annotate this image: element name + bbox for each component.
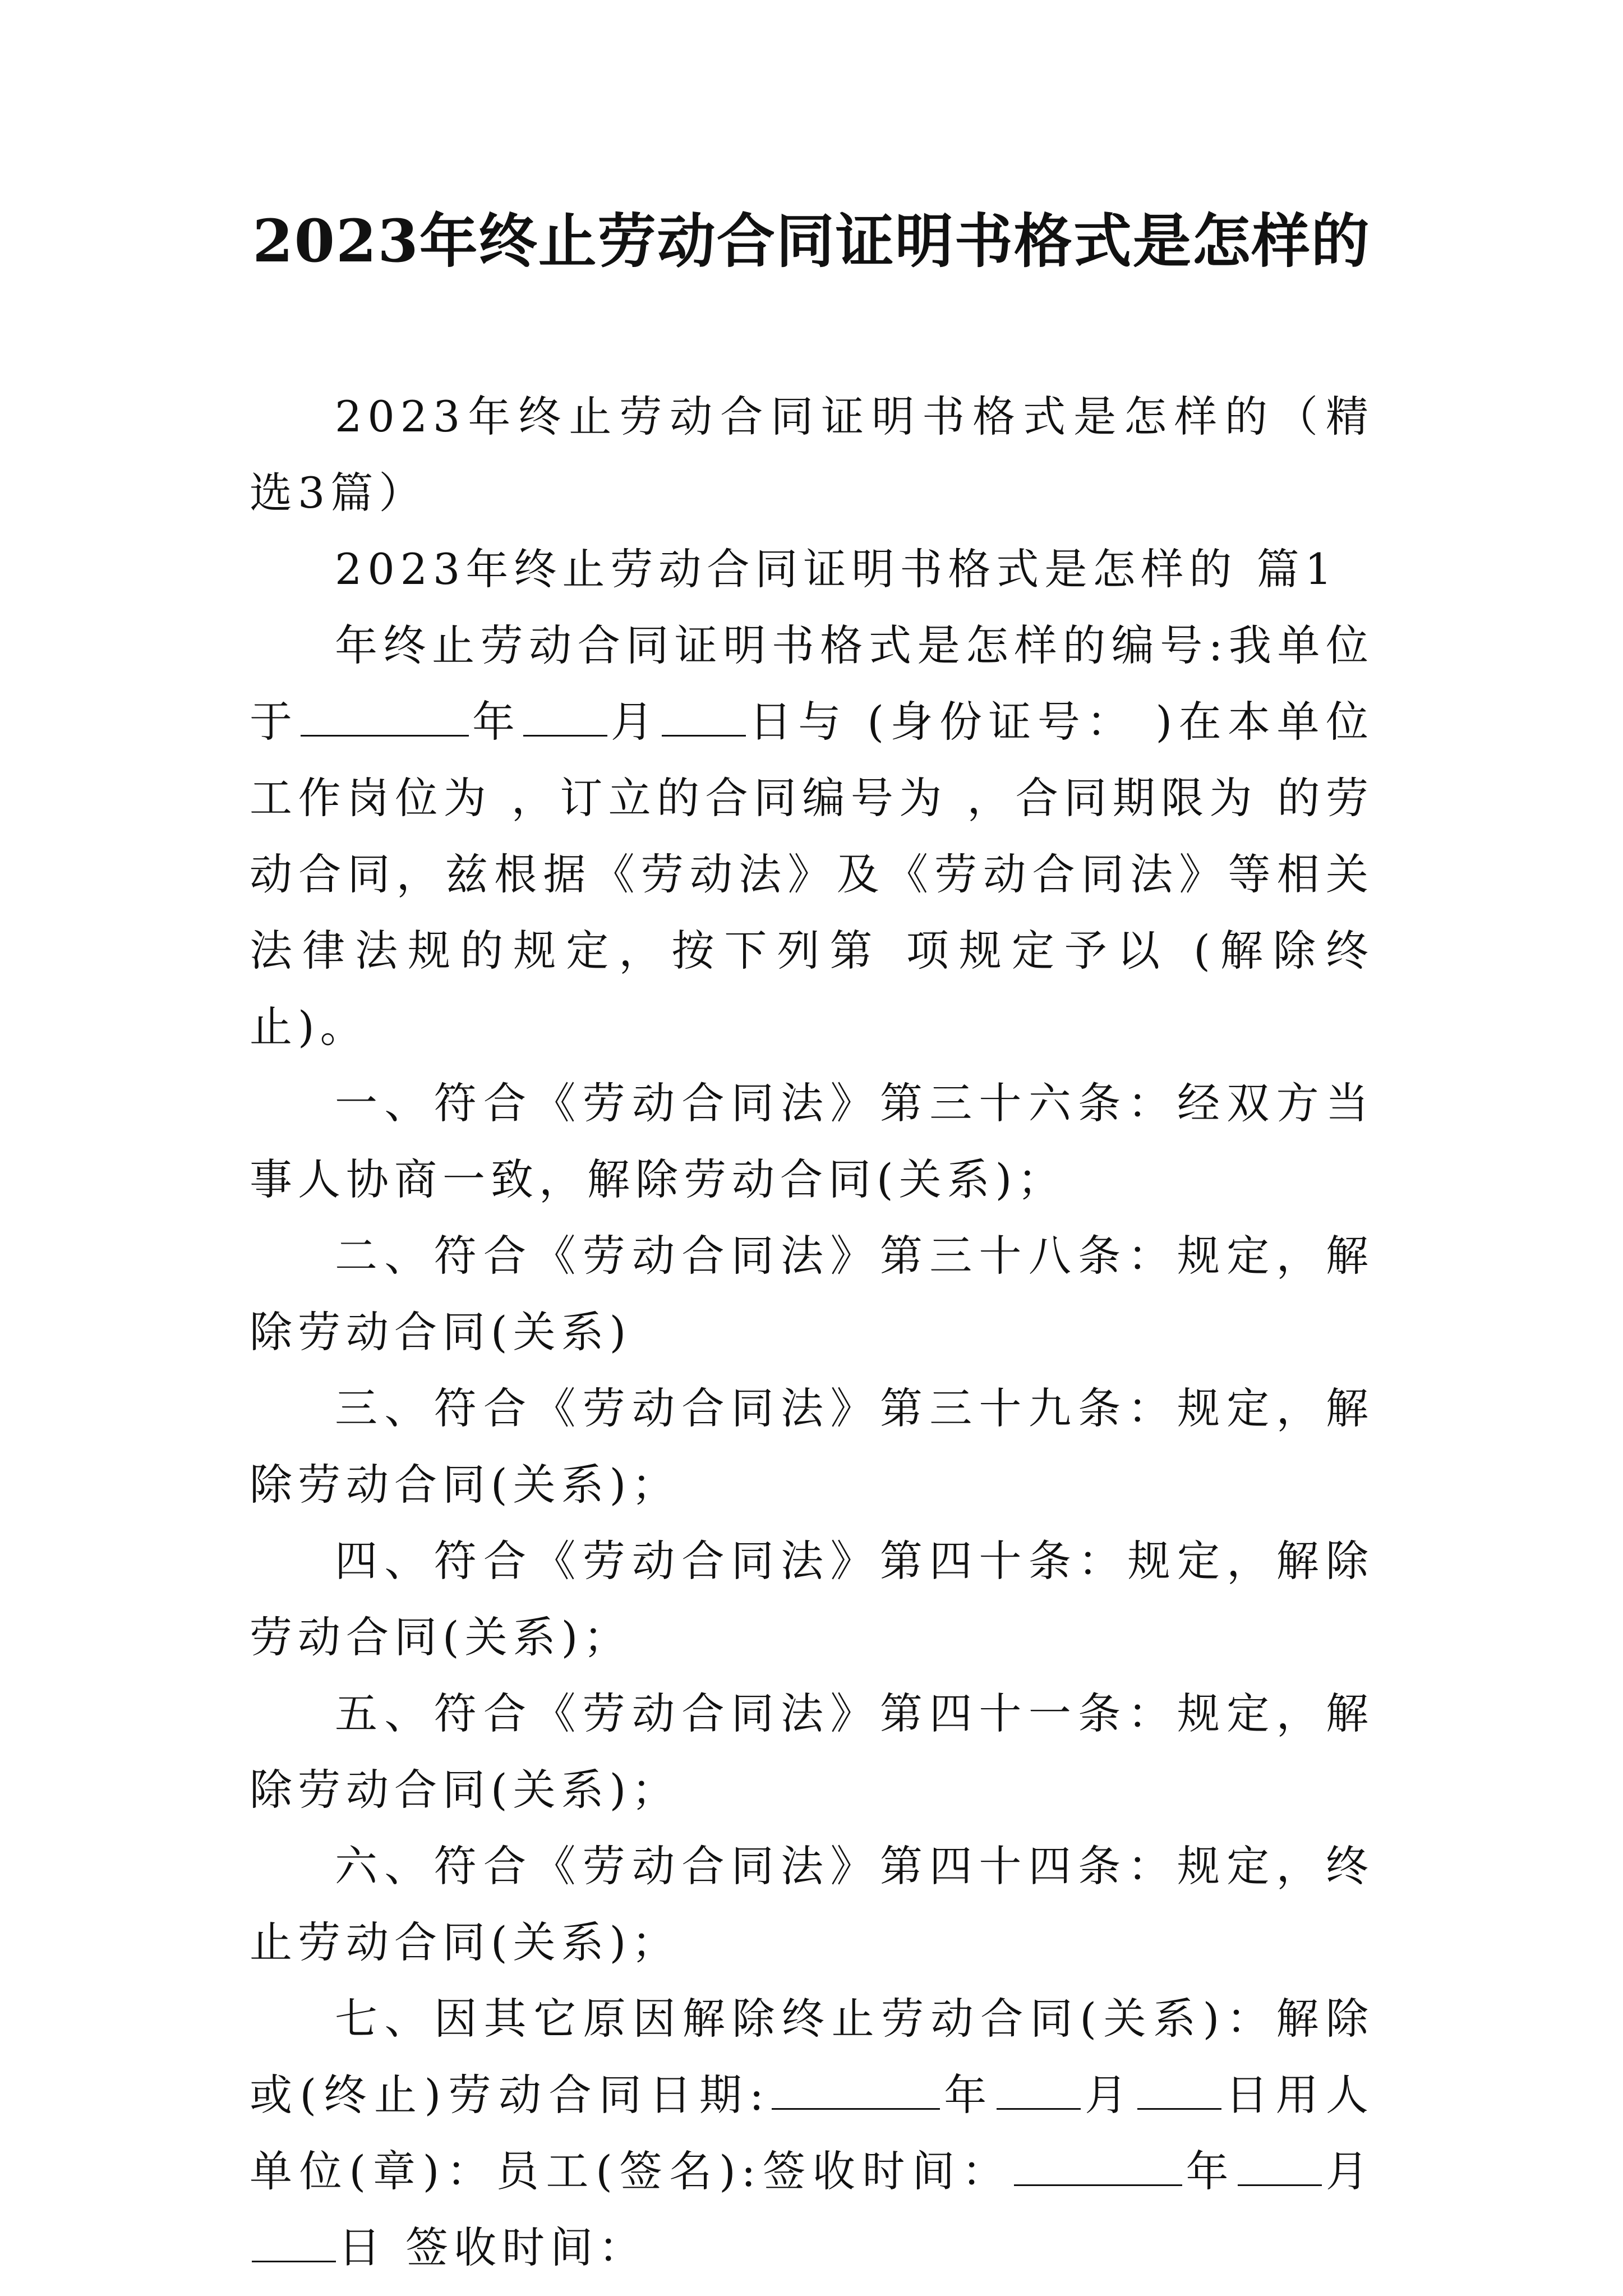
list-item: 四、符合《劳动合同法》第四十条：规定，解除劳动合同(关系)； (250, 1536, 1374, 1662)
intro-text-part1: 年终止劳动合同证明书格式是怎样的编号:我单位于 (250, 620, 1374, 747)
month-label: 月 (1324, 2146, 1375, 2196)
year-label: 年 (942, 2070, 994, 2120)
last-item-text-part3: 日 签收时间： (338, 2223, 647, 2272)
month-blank (523, 700, 607, 737)
section-heading: 2023年终止劳动合同证明书格式是怎样的 篇1 (335, 544, 1338, 594)
month-blank (997, 2073, 1081, 2110)
last-item-text-part2: 日用人单位(章)：员工(签名):签收时间： (250, 2070, 1375, 2196)
month-label: 月 (610, 697, 660, 747)
year-blank (1014, 2150, 1182, 2186)
document-body (250, 379, 1374, 2286)
day-blank (662, 700, 746, 737)
year-blank (772, 2073, 940, 2110)
last-list-item (250, 1981, 1374, 2286)
intro-paragraph (250, 608, 1374, 1065)
year-label: 年 (1184, 2146, 1236, 2196)
intro-text-part2: 日与 (身份证号： )在本单位工作岗位为 ，订立的合同编号为 ，合同期限为 的劳动合同，兹根据《劳动法》及《劳动合同法》等相关法律法规的规定，按下列第 项规定予以 (解除终止)。 (250, 697, 1374, 1052)
day-blank (1137, 2073, 1221, 2110)
document-title: 2023年终止劳动合同证明书格式是怎样的 (252, 206, 1371, 275)
month-blank (1238, 2150, 1322, 2186)
list-item: 五、符合《劳动合同法》第四十一条：规定，解除劳动合同(关系)； (250, 1688, 1374, 1815)
list-item: 二、符合《劳动合同法》第三十八条：规定，解除劳动合同(关系) (250, 1231, 1374, 1357)
list-item: 六、符合《劳动合同法》第四十四条：规定，终止劳动合同(关系)； (250, 1841, 1374, 1967)
document-subtitle: 2023年终止劳动合同证明书格式是怎样的（精选3篇） (250, 392, 1374, 518)
year-label: 年 (471, 697, 522, 747)
list-item: 一、符合《劳动合同法》第三十六条：经双方当事人协商一致，解除劳动合同(关系)； (250, 1078, 1374, 1204)
list-item: 三、符合《劳动合同法》第三十九条：规定，解除劳动合同(关系)； (250, 1383, 1374, 1510)
day-blank (252, 2226, 336, 2262)
last-item-text-part1: 七、因其它原因解除终止劳动合同(关系)：解除或(终止)劳动合同日期: (250, 1994, 1374, 2120)
year-blank (301, 700, 469, 737)
month-label: 月 (1082, 2070, 1135, 2120)
